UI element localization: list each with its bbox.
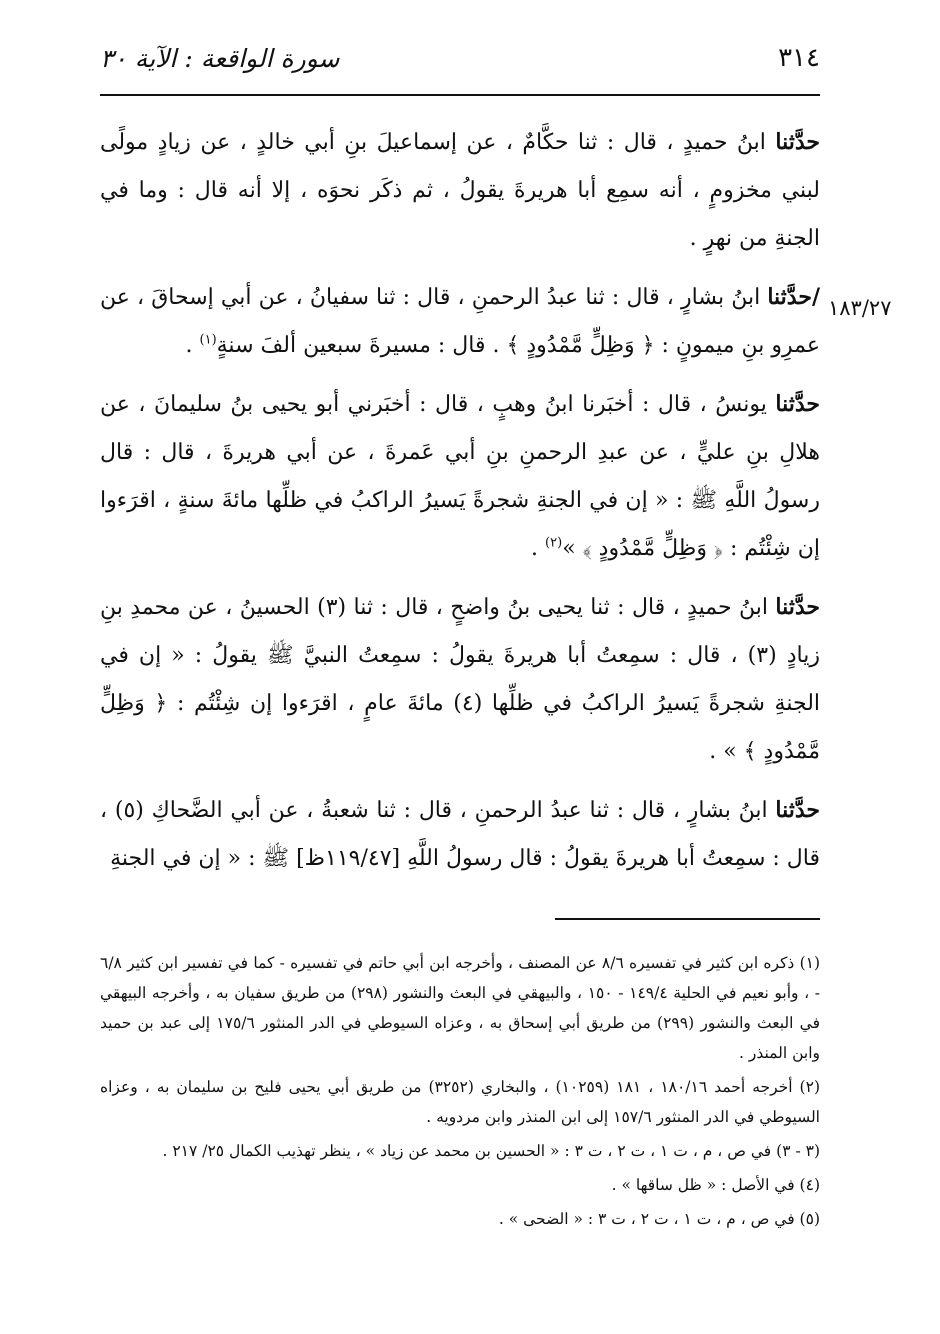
paragraph-lead: حدَّثنا: [775, 129, 820, 155]
footnote-ref[interactable]: (٢): [545, 535, 563, 551]
paragraph-1: [100, 118, 820, 263]
footnote-ref[interactable]: (١): [199, 332, 217, 348]
paragraph-lead: حدَّثنا: [775, 391, 820, 417]
paragraph-text: ابنُ بشارٍ ، قال : ثنا عبدُ الرحمنِ ، قال : ثنا شعبةُ ، عن أبي الضَّحاكِ (٥) ، قال : سمِعتُ أبا هريرةَ يقولُ : قال رسولُ اللَّهِ [١١٩/٤٧ظ] ﷺ : « إن في الجنةِ: [100, 798, 820, 871]
paragraph-text: ابنُ بشارٍ ، قال : ثنا عبدُ الرحمنِ ، قال : ثنا سفيانُ ، عن أبي إسحاقَ ، عن عمرِو بنِ ميمونٍ : ﴿ وَظِلٍّ مَّمْدُودٍ ﴾ . قال : مسيرةَ سبعين ألفَ سنةٍ: [100, 285, 820, 358]
paragraph-tail: .: [531, 536, 546, 561]
footnote-rule: [555, 918, 820, 920]
footnote-3: (٣ - ٣) في ص ، م ، ت ١ ، ت ٢ ، ت ٣ : « الحسين بن محمد عن زياد » ، ينظر تهذيب الكمال ٢٥/ ٢١٧ .: [162, 1142, 820, 1160]
footnote-1: (١) ذكره ابن كثير في تفسيره ٨/٦ عن المصنف ، وأخرجه ابن أبي حاتم في تفسيره - كما في تفسير ابن كثير ٦/٨ - ، وأبو نعيم في الحلية ١٤٩/٤ - ١٥٠ ، والبيهقي في البعث والنشور (٢٩٨) من طريق سفيان به ، وأخرجه البيهقي في البعث والنشور (٢٩٩) من طريق أبي إسحاق به ، وعزاه السيوطي في الدر المنثور ١٧٥/٦ إلى عبد بن حميد وابن المنذر .: [100, 954, 821, 1062]
paragraph-text: ابنُ حميدٍ ، قال : ثنا يحيى بنُ واضحٍ ، قال : ثنا (٣) الحسينُ ، عن محمدِ بنِ زيادٍ (٣) ، قال : سمِعتُ أبا هريرةَ يقولُ : سمِعتُ النبيَّ ﷺ يقولُ : « إن في الجنةِ شجرةً يَسيرُ الراكبُ في ظلِّها (٤) مائةَ عامٍ ، اقرَءوا إن شِئْتُم : ﴿ وَظِلٍّ مَّمْدُودٍ ﴾ » .: [100, 595, 821, 764]
paragraph-lead: حدَّثنا: [775, 594, 820, 620]
paragraph-text: ابنُ حميدٍ ، قال : ثنا حكَّامٌ ، عن إسماعيلَ بنِ أبي خالدٍ ، عن زيادٍ مولًى لبني مخزومٍ ، أنه سمِع أبا هريرةَ يقولُ ، ثم ذكَر نحوَه ، إلا أنه قال : وما في الجنةِ من نهرٍ .: [100, 130, 820, 251]
paragraph-lead: حدَّثنا: [775, 797, 820, 823]
paragraph-4: [100, 583, 820, 776]
main-text: [100, 118, 820, 893]
margin-marker: ١٨٣/٢٧: [828, 296, 892, 320]
footnote-2: (٢) أخرجه أحمد ١٨٠/١٦ ، ١٨١ (١٠٢٥٩) ، والبخاري (٣٢٥٢) من طريق أبي يحيى فليح بن سليمان به ، وعزاه السيوطي في الدر المنثور ١٥٧/٦ إلى ابن المنذر وابن مردويه .: [100, 1078, 820, 1126]
surah-title: سورة الواقعة : الآية ٣٠: [100, 43, 340, 73]
footnote-5: (٥) في ص ، م ، ت ١ ، ت ٢ ، ت ٣ : « الضحى » .: [498, 1210, 820, 1228]
paragraph-5: [100, 786, 820, 883]
paragraph-2: [100, 273, 820, 370]
paragraph-lead: /حدَّثنا: [767, 284, 820, 310]
footnote-4: (٤) في الأصل : « ظل ساقها » .: [611, 1176, 820, 1194]
page-number: ٣١٤: [778, 43, 820, 73]
page-header: [100, 38, 820, 78]
paragraph-text: يونسُ ، قال : أخبَرنا ابنُ وهبٍ ، قال : أخبَرني أبو يحيى بنُ سليمانَ ، عن هلالِ بنِ عليٍّ ، عن عبدِ الرحمنِ بنِ أبي عَمرةَ ، عن أبي هريرةَ ، قال : قال رسولُ اللَّهِ ﷺ : « إن في الجنةِ شجرةً يَسيرُ الراكبُ في ظلِّها مائةَ سنةٍ ، اقرَءوا إن شِئْتُم : ﴿ وَظِلٍّ مَّمْدُودٍ ﴾ »: [100, 392, 820, 561]
paragraph-3: [100, 380, 820, 573]
footnotes: [100, 948, 820, 1238]
header-rule: [100, 94, 820, 96]
paragraph-tail: .: [185, 333, 200, 358]
